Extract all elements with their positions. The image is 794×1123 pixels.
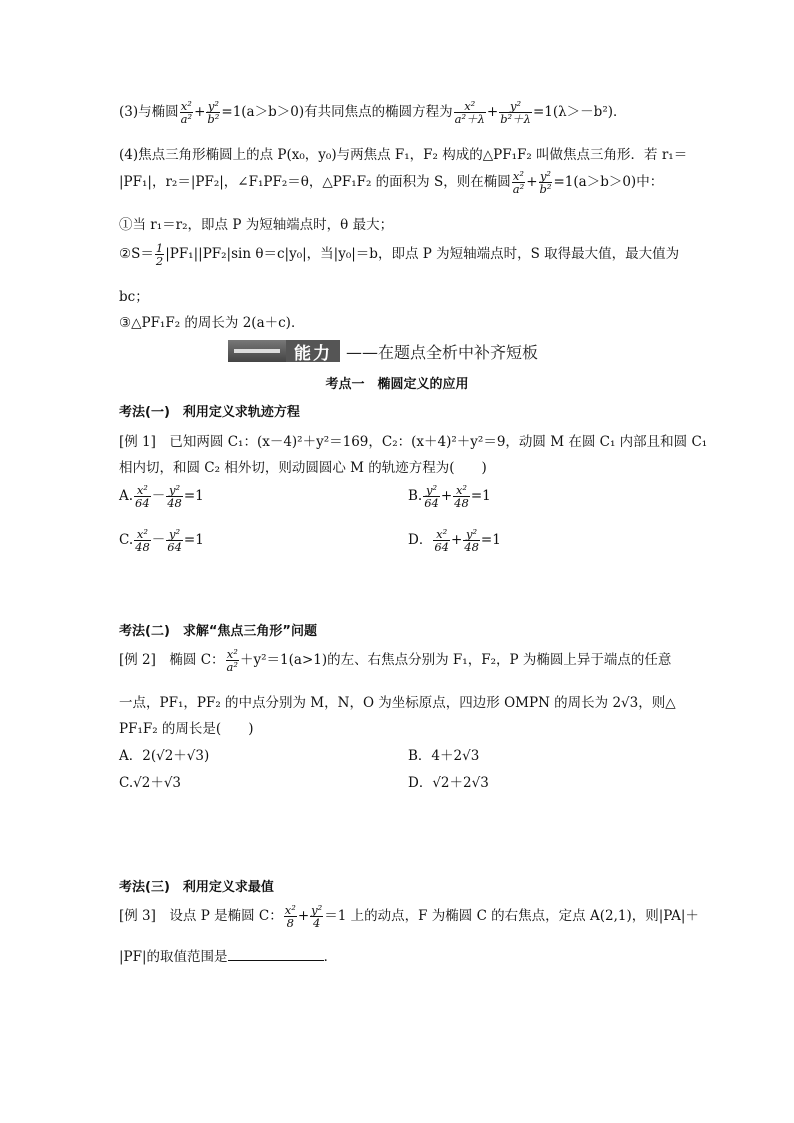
item-4-sub-2 (119, 242, 679, 267)
option-label: B. (408, 488, 423, 505)
example-2-line-3: PF₁F₂ 的周长是( ) (119, 721, 254, 737)
sub-item-text: ①当 r₁＝r₂，即点 P 为短轴端点时，θ 最大； (119, 217, 394, 233)
fraction: $\frac{\text{y²}}{\text{b²}}$ (539, 169, 552, 197)
sub-item-text: ③△PF₁F₂ 的周长为 2(a＋c)． (119, 315, 305, 331)
sub-item-text: |PF₁||PF₂|sin θ＝c|y₀|，当|y₀|＝b，即点 P 为短轴端点时，S 取得最大值，最大值为 (165, 246, 680, 263)
item-4-sub-1 (119, 213, 393, 233)
section-title: 考点一 椭圆定义的应用 (325, 377, 469, 392)
example-1-option-d: D． $\frac{\text{x²}}{64}$ + $\frac{\text{y²}}{48}$ =1 (408, 527, 501, 555)
example-1-option-a: A. $\frac{\text{x²}}{64}$ － $\frac{\text{y²}}{48}$ =1 (119, 483, 204, 511)
option-label: D． (408, 532, 433, 549)
fraction: $\frac{\text{x²}}{8}$ (284, 903, 296, 931)
method-2-title: 考法(二) 求解“焦点三角形”问题 (119, 624, 317, 639)
item-4-text: (4)焦点三角形椭圆上的点 P(x₀，y₀)与两焦点 F₁，F₂ 构成的△PF₁F₂ 叫做焦点三角形．若 r₁＝ (119, 147, 688, 163)
equals-one: =1 (183, 488, 204, 505)
fraction: $\frac{\text{y²}}{64}$ (424, 483, 439, 511)
sub-item-text: ②S＝ (119, 246, 154, 263)
sub-item-text: bc； (119, 289, 149, 305)
option-label: A. (119, 488, 134, 505)
example-2-line-1 (119, 648, 671, 673)
banner-decoration (228, 340, 286, 362)
item-4-line-1 (119, 143, 687, 163)
fraction: $\frac{\text{x²}}{64}$ (135, 483, 150, 511)
example-1-line-2: 相内切，和圆 C₂ 相外切，则动圆圆心 M 的轨迹方程为( ) (119, 460, 487, 476)
method-3-title: 考法(三) 利用定义求最值 (119, 880, 274, 895)
fraction: $\frac{\text{x²}}{64}$ (434, 527, 449, 555)
example-1-option-b: B. $\frac{\text{y²}}{64}$ + $\frac{\text{x²}}{48}$ =1 (408, 483, 491, 511)
example-2-text: [例 2] 椭圆 C： (119, 652, 225, 669)
item-4-line-2: |PF₁|，r₂＝|PF₂|，∠F₁PF₂＝θ，△PF₁F₂ 的面积为 S，则在椭圆 $\frac{\text{x²}}{\text{a²}}$ + $\frac{\text{y²}}{\text{b²}}$ =1(a＞b＞0)中： (119, 169, 664, 197)
example-1-option-c: C. $\frac{\text{x²}}{48}$ － $\frac{\text{y²}}{64}$ =1 (119, 527, 204, 555)
item-3: (3)与椭圆 $\frac{\text{x²}}{\text{a²}}$ + $\frac{\text{y²}}{\text{b²}}$ =1(a＞b＞0)有共同焦点的椭圆方程为 $\frac{\text{x²}}{\text{a²＋λ}}$ + $\frac{\text{y²}}{\text{b²＋λ}}$ =1(λ＞－b²)． (119, 99, 627, 127)
banner-tag: 能力 (286, 340, 340, 362)
fraction: $\frac{\text{x²}}{\text{a²}}$ (180, 99, 193, 127)
item-3-end: =1(λ＞－b²)． (532, 104, 627, 121)
fraction: $\frac{\text{x²}}{\text{a²＋λ}}$ (454, 99, 485, 127)
example-3-text: |PF|的取值范围是 (119, 949, 228, 965)
fraction: $\frac{\text{y²}}{\text{b²}}$ (207, 99, 220, 127)
example-2-line-2: 一点，PF₁，PF₂ 的中点分别为 M，N，O 为坐标原点，四边形 OMPN 的周长为 2√3，则△ (119, 695, 676, 711)
answer-blank[interactable] (228, 948, 324, 961)
fraction: $\frac{\text{x²}}{\text{a²}}$ (226, 647, 239, 675)
example-3-line-1: [例 3] 设点 P 是椭圆 C： $\frac{\text{x²}}{8}$ + $\frac{\text{y²}}{4}$ ＝1 上的动点，F 为椭圆 C 的右焦点，定点 A(2,1)，则|PA|＋ (119, 903, 699, 931)
fraction: $\frac{1}{2}$ (155, 241, 164, 269)
fraction: $\frac{\text{y²}}{4}$ (311, 903, 323, 931)
fraction: $\frac{\text{x²}}{48}$ (454, 483, 469, 511)
example-3-text: ． (323, 949, 338, 965)
item-3-label: (3)与椭圆 (119, 104, 179, 121)
example-2-option-d: D．√2＋2√3 (408, 775, 489, 791)
example-2-text: ＋y²＝1(a>1)的左、右焦点分别为 F₁，F₂，P 为椭圆上异于端点的任意 (240, 652, 672, 669)
example-2-option-b: B．4＋2√3 (408, 748, 480, 764)
fraction: $\frac{\text{y²}}{48}$ (464, 527, 479, 555)
example-3-line-2 (119, 945, 337, 965)
method-1-title: 考法(一) 利用定义求轨迹方程 (119, 405, 300, 420)
equals-one: =1 (183, 532, 204, 549)
example-2-option-c: C.√2＋√3 (119, 775, 182, 791)
item-4-text: =1(a＞b＞0)中： (553, 174, 664, 191)
banner-text: ——在题点全析中补齐短板 (346, 342, 539, 362)
equals-one: =1 (480, 532, 501, 549)
section-banner (228, 338, 538, 364)
fraction: $\frac{\text{x²}}{48}$ (135, 527, 150, 555)
example-3-text: ＝1 上的动点，F 为椭圆 C 的右焦点，定点 A(2,1)，则|PA|＋ (324, 908, 699, 925)
option-label: C. (119, 532, 134, 549)
fraction: $\frac{\text{y²}}{64}$ (167, 527, 182, 555)
item-4-text: |PF₁|，r₂＝|PF₂|，∠F₁PF₂＝θ，△PF₁F₂ 的面积为 S，则在椭圆 (119, 174, 511, 191)
fraction: $\frac{\text{y²}}{48}$ (167, 483, 182, 511)
item-4-sub-2-cont (119, 285, 149, 305)
fraction: $\frac{\text{x²}}{\text{a²}}$ (512, 169, 525, 197)
example-2-option-a: A．2(√2＋√3) (119, 748, 210, 764)
example-3-text: [例 3] 设点 P 是椭圆 C： (119, 908, 283, 925)
fraction: $\frac{\text{y²}}{\text{b²＋λ}}$ (500, 99, 531, 127)
item-4-sub-3 (119, 311, 304, 331)
item-3-mid: =1(a＞b＞0)有共同焦点的椭圆方程为 (221, 104, 453, 121)
example-1-line-1: [例 1] 已知两圆 C₁：(x－4)²＋y²＝169，C₂：(x＋4)²＋y²＝9，动圆 M 在圆 C₁ 内部且和圆 C₁ (119, 434, 708, 450)
equals-one: =1 (470, 488, 491, 505)
